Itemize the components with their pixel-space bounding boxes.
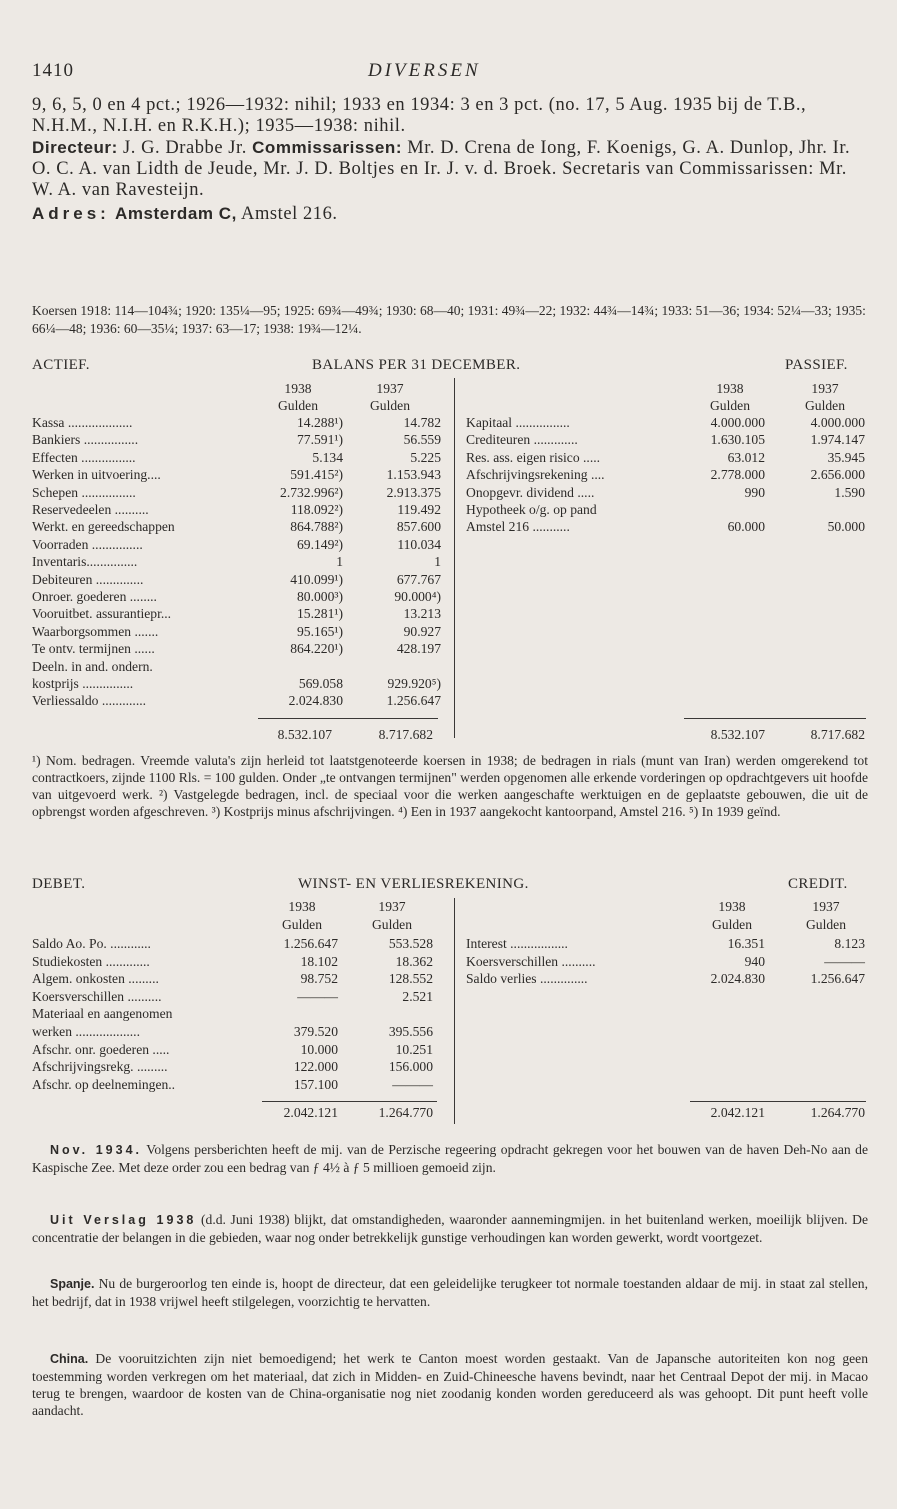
- passief-row-value-1937: 50.000: [827, 519, 865, 535]
- passief-row-value-1937: 1.974.147: [810, 432, 865, 448]
- china-key: China.: [50, 1352, 89, 1366]
- actief-row-value-1938: 15.281¹): [297, 606, 343, 622]
- actief-row-label: Inventaris...............: [32, 554, 138, 570]
- actief-row-value-1938: 95.165¹): [297, 623, 343, 639]
- debet-row-label: Koersverschillen ..........: [32, 988, 162, 1004]
- actief-row-value-1938: 2.732.996²): [280, 484, 343, 500]
- passief-label: PASSIEF.: [785, 357, 848, 373]
- actief-year-1937: 1937: [376, 381, 404, 396]
- debet-row-value-1937: 156.000: [388, 1059, 433, 1075]
- passief-row-value-1938: 60.000: [727, 519, 765, 535]
- actief-row-value-1938: 569.058: [298, 676, 343, 691]
- debet-year-1937: 1937: [378, 899, 406, 914]
- passief-row-value-1937: 4.000.000: [810, 415, 865, 430]
- debet-row-value-1937: 553.528: [388, 936, 433, 951]
- actief-row-value-1938: 591.415²): [290, 467, 343, 483]
- passief-row-value-1937: 1.590: [834, 484, 865, 500]
- nov-text: Volgens persberichten heeft de mij. van de Perzische regeering opdracht gekregen voor het bouwen van de haven Deh-No aan de Kaspische Zee. Met deze order zou een bedrag van ƒ 4½ à ƒ 5 millioen gemoeid zijn.: [32, 1142, 868, 1175]
- debet-row-label: Algem. onkosten .........: [32, 971, 159, 987]
- actief-row-value-1938: 77.591¹): [297, 432, 343, 448]
- paragraph-spanje: [32, 1275, 868, 1310]
- actief-row-value-1937: 857.600: [396, 519, 441, 535]
- credit-row-value-1937: 1.256.647: [810, 971, 865, 987]
- actief-unit-1938: Gulden: [277, 398, 319, 413]
- actief-row-label: Vooruitbet. assurantiepr...: [32, 606, 172, 622]
- debet-year-1938: 1938: [288, 899, 316, 914]
- actief-row-value-1937: 90.000⁴): [394, 589, 441, 604]
- wv-divider: [454, 898, 455, 1124]
- actief-row-value-1937: 1: [434, 554, 441, 570]
- debet-label: DEBET.: [32, 876, 86, 892]
- debet-row-value-1938: 1.256.647: [283, 936, 338, 951]
- verslag-key: Uit Verslag 1938: [50, 1213, 197, 1227]
- commissarissen-label: Commissarissen:: [252, 138, 403, 157]
- spanje-key: Spanje.: [50, 1277, 95, 1291]
- adres-label: Adres:: [32, 204, 110, 223]
- actief-row-value-1937: 1.256.647: [386, 693, 441, 709]
- actief-row-value-1937: 2.913.375: [386, 484, 441, 500]
- actief-total-1937: 8.717.682: [378, 727, 433, 742]
- passief-year-1937: 1937: [811, 381, 839, 396]
- actief-row-label: Schepen ................: [32, 484, 136, 500]
- paragraph-verslag-1938: [32, 1211, 868, 1246]
- passief-row-label: Hypotheek o/g. op pand: [466, 502, 597, 517]
- actief-row-label: Werken in uitvoering....: [32, 467, 161, 483]
- actief-row-label: Waarborgsommen .......: [32, 623, 159, 639]
- actief-row-value-1938: 1: [336, 554, 343, 570]
- page-number: 1410: [32, 60, 74, 81]
- balans-title: BALANS PER 31 DECEMBER.: [312, 357, 521, 373]
- credit-row-value-1937: ———: [824, 953, 865, 969]
- debet-row-value-1938: 98.752: [300, 971, 338, 987]
- debet-row-value-1938: 122.000: [293, 1059, 338, 1075]
- actief-row-label: kostprijs ...............: [32, 676, 134, 691]
- credit-row-label: Interest .................: [466, 936, 568, 951]
- credit-row-value-1938: 16.351: [727, 936, 765, 951]
- passief-total-1937: 8.717.682: [810, 727, 865, 742]
- actief-row-value-1938: 14.288¹): [297, 415, 343, 430]
- passief-unit-1937: Gulden: [804, 398, 846, 413]
- balans-footnotes: ¹) Nom. bedragen. Vreemde valuta's zijn herleid tot laatstgenoteerde koersen in 1938; de bedragen in rials (munt van Iran) werden omgerekend tot contractkoers, zijnde 1100 Rls. = 100 gulden. Onder „te ontvangen termijnen" werden opgenomen alle erkende vorderingen op opdrachtgevers uit hoofde van uitgevoerd werk. ²) Vastgelegde bedragen, incl. de speciaal voor die werken aangeschafte werktuigen en de geplaatste gebouwen, die uit de opbrengst worden afgeschreven. ³) Kostprijs minus afschrijvingen. ⁴) Een in 1937 aangekocht kantoorpand, Amstel 216. ⁵) In 1939 geïnd.: [32, 753, 868, 819]
- actief-row-value-1937: 929.920⁵): [387, 676, 441, 691]
- actief-row-value-1938: 410.099¹): [290, 571, 343, 587]
- debet-row-value-1937: ———: [392, 1076, 433, 1092]
- debet-row-value-1937: 2.521: [402, 988, 433, 1004]
- credit-row-label: Saldo verlies ..............: [466, 971, 588, 987]
- credit-row-value-1938: 2.024.830: [710, 971, 765, 987]
- debet-row-label: Afschrijvingsrekg. .........: [32, 1059, 168, 1075]
- debet-row-value-1938: ———: [297, 988, 338, 1004]
- actief-row-value-1937: 119.492: [397, 502, 441, 517]
- wv-title: WINST- EN VERLIESREKENING.: [298, 876, 529, 892]
- debet-total-1938: 2.042.121: [283, 1105, 338, 1120]
- debet-row-value-1938: 18.102: [300, 953, 338, 969]
- actief-row-value-1937: 1.153.943: [386, 467, 441, 483]
- actief-row-label: Reservedeelen ..........: [32, 502, 149, 517]
- debet-row-value-1937: 395.556: [388, 1024, 433, 1039]
- passief-row-value-1937: 35.945: [827, 449, 865, 465]
- passief-row-label: Amstel 216 ...........: [466, 519, 570, 535]
- actief-row-value-1938: 864.788²): [290, 519, 343, 535]
- paragraph-nov-1934: [32, 1141, 868, 1176]
- debet-row-label: Studiekosten .............: [32, 953, 150, 969]
- credit-total-1937: 1.264.770: [810, 1105, 865, 1120]
- adres-city: Amsterdam C,: [115, 204, 237, 223]
- actief-row-label: Deeln. in and. ondern.: [32, 658, 153, 674]
- credit-row-label: Koersverschillen ..........: [466, 953, 596, 969]
- verslag-text: (d.d. Juni 1938) blijkt, dat omstandigheden, waaronder aannemingmijen. in het buitenland werken, moeilijk blijven. De concentratie der belangen in die gebieden, waar nog onder betrekkelijk gunstige verhoudingen kan worden gewerkt, wordt voortgezet.: [32, 1212, 868, 1245]
- actief-row-value-1938: 80.000³): [297, 589, 343, 604]
- credit-row-value-1937: 8.123: [834, 936, 865, 951]
- credit-unit-1938: Gulden: [711, 917, 753, 932]
- actief-row-label: Werkt. en gereedschappen: [32, 519, 175, 535]
- credit-unit-1937: Gulden: [805, 917, 847, 932]
- koersen-line: Koersen 1918: 114—104¾; 1920: 135¼—95; 1925: 69¾—49¾; 1930: 68—40; 1931: 49¾—22; 1932: 44¾—14¾; 1933: 51—36; 1934: 52¼—33; 1935: 66¼—48; 1936: 60—35¼; 1937: 63—17; 1938: 19¾—12¼.: [32, 303, 866, 336]
- actief-row-value-1938: 118.092²): [290, 502, 343, 517]
- debet-row-label: werken ...................: [32, 1024, 140, 1039]
- passief-unit-1938: Gulden: [709, 398, 751, 413]
- china-text: De vooruitzichten zijn niet bemoedigend; het werk te Canton moest worden gestaakt. Van de Japansche autoriteiten kon nog geen toestemming worden verkregen om het materiaal, dat zich in Midden- en Zuid-Chineesche havens bevindt, naar het Centraal Depot der mij. in Macao terug te brengen, waardoor de kosten van de China-organisatie nog niet zoodanig konden worden gereduceerd als was gehoopt. Dit punt heeft volle aandacht.: [32, 1351, 868, 1418]
- credit-year-1938: 1938: [718, 899, 746, 914]
- credit-year-1937: 1937: [812, 899, 840, 914]
- credit-total-1938: 2.042.121: [710, 1105, 765, 1120]
- dividend-text: 9, 6, 5, 0 en 4 pct.; 1926—1932: nihil; 1933 en 1934: 3 en 3 pct. (no. 17, 5 Aug. 1935 bij de T.B., N.H.M., N.I.H. en R.K.H.); 1935—1938: nihil.: [32, 95, 807, 136]
- actief-row-value-1937: 56.559: [403, 432, 441, 448]
- actief-year-1938: 1938: [284, 381, 312, 396]
- running-head: DIVERSEN: [368, 60, 481, 81]
- credit-total-rule: [690, 1101, 866, 1102]
- actief-row-value-1938: 2.024.830: [288, 693, 343, 709]
- debet-total-rule: [262, 1101, 437, 1102]
- debet-row-value-1937: 10.251: [395, 1041, 433, 1057]
- passief-total-1938: 8.532.107: [710, 727, 765, 742]
- debet-total-1937: 1.264.770: [378, 1105, 433, 1120]
- actief-row-label: Onroer. goederen ........: [32, 589, 157, 604]
- paragraph-china: [32, 1350, 868, 1419]
- debet-row-label: Afschr. op deelnemingen..: [32, 1076, 176, 1092]
- debet-unit-1938: Gulden: [281, 917, 323, 932]
- commissarissen-value: Mr. D. Crena de Iong, F. Koenigs, G. A. Dunlop, Jhr. Ir. O. C. A. van Lidth de Jeude, Mr. J. D. Boltjes en Ir. J. v. d. Broek. Secretaris van Commissarissen: Mr. W. A. van Ravesteijn.: [32, 138, 851, 200]
- debet-row-value-1938: 379.520: [293, 1024, 338, 1039]
- passief-row-label: Crediteuren .............: [466, 432, 578, 448]
- spanje-text: Nu de burgeroorlog ten einde is, hoopt de directeur, dat een geleidelijke terugkeer tot normale toestanden aldaar de mij. in staat zal stellen, het bedrijf, dat in 1938 vrijwel heeft stilgelegen, voorzichtig te hervatten.: [32, 1276, 868, 1309]
- directeur-label: Directeur:: [32, 138, 118, 157]
- passief-row-value-1938: 4.000.000: [710, 415, 765, 430]
- actief-row-value-1937: 14.782: [403, 415, 441, 430]
- actief-row-label: Te ontv. termijnen ......: [32, 641, 155, 657]
- actief-row-label: Voorraden ...............: [32, 536, 143, 552]
- adres-street: Amstel 216.: [236, 204, 338, 224]
- passief-row-value-1938: 2.778.000: [710, 467, 765, 483]
- passief-row-label: Res. ass. eigen risico .....: [466, 449, 601, 465]
- debet-row-label: Materiaal en aangenomen: [32, 1006, 173, 1022]
- actief-row-value-1938: 69.149²): [297, 536, 343, 552]
- actief-row-value-1937: 90.927: [403, 623, 441, 639]
- passief-row-label: Afschrijvingsrekening ....: [466, 467, 605, 483]
- actief-row-label: Kassa ...................: [32, 415, 133, 430]
- actief-row-value-1937: 428.197: [396, 641, 441, 657]
- actief-row-value-1938: 5.134: [312, 449, 343, 465]
- passief-row-value-1938: 990: [744, 484, 765, 500]
- actief-row-label: Bankiers ................: [32, 432, 139, 448]
- actief-row-value-1938: 864.220¹): [290, 641, 343, 657]
- passief-row-value-1938: 63.012: [727, 449, 765, 465]
- actief-total-1938: 8.532.107: [277, 727, 332, 742]
- actief-label: ACTIEF.: [32, 357, 90, 373]
- passief-row-value-1938: 1.630.105: [710, 432, 765, 448]
- debet-row-label: Saldo Ao. Po. ............: [32, 936, 151, 951]
- passief-year-1938: 1938: [716, 381, 744, 396]
- directeur-value: J. G. Drabbe Jr.: [117, 138, 253, 158]
- actief-row-value-1937: 13.213: [403, 606, 441, 622]
- actief-row-label: Verliessaldo .............: [32, 693, 147, 709]
- actief-row-label: Effecten ................: [32, 449, 136, 465]
- actief-row-label: Debiteuren ..............: [32, 571, 144, 587]
- actief-row-value-1937: 677.767: [396, 571, 441, 587]
- debet-row-value-1937: 18.362: [395, 953, 433, 969]
- actief-row-value-1937: 5.225: [410, 449, 441, 465]
- passief-row-value-1937: 2.656.000: [810, 467, 865, 483]
- actief-unit-1937: Gulden: [369, 398, 411, 413]
- actief-row-value-1937: 110.034: [397, 536, 441, 552]
- debet-unit-1937: Gulden: [371, 917, 413, 932]
- nov-key: Nov. 1934.: [50, 1143, 143, 1157]
- debet-row-value-1938: 157.100: [293, 1076, 338, 1092]
- debet-row-value-1937: 128.552: [388, 971, 433, 987]
- credit-row-value-1938: 940: [744, 953, 765, 969]
- passief-row-label: Kapitaal ................: [466, 415, 570, 430]
- passief-row-label: Onopgevr. dividend .....: [466, 484, 595, 500]
- credit-label: CREDIT.: [788, 876, 848, 892]
- debet-row-label: Afschr. onr. goederen .....: [32, 1041, 170, 1057]
- debet-row-value-1938: 10.000: [300, 1041, 338, 1057]
